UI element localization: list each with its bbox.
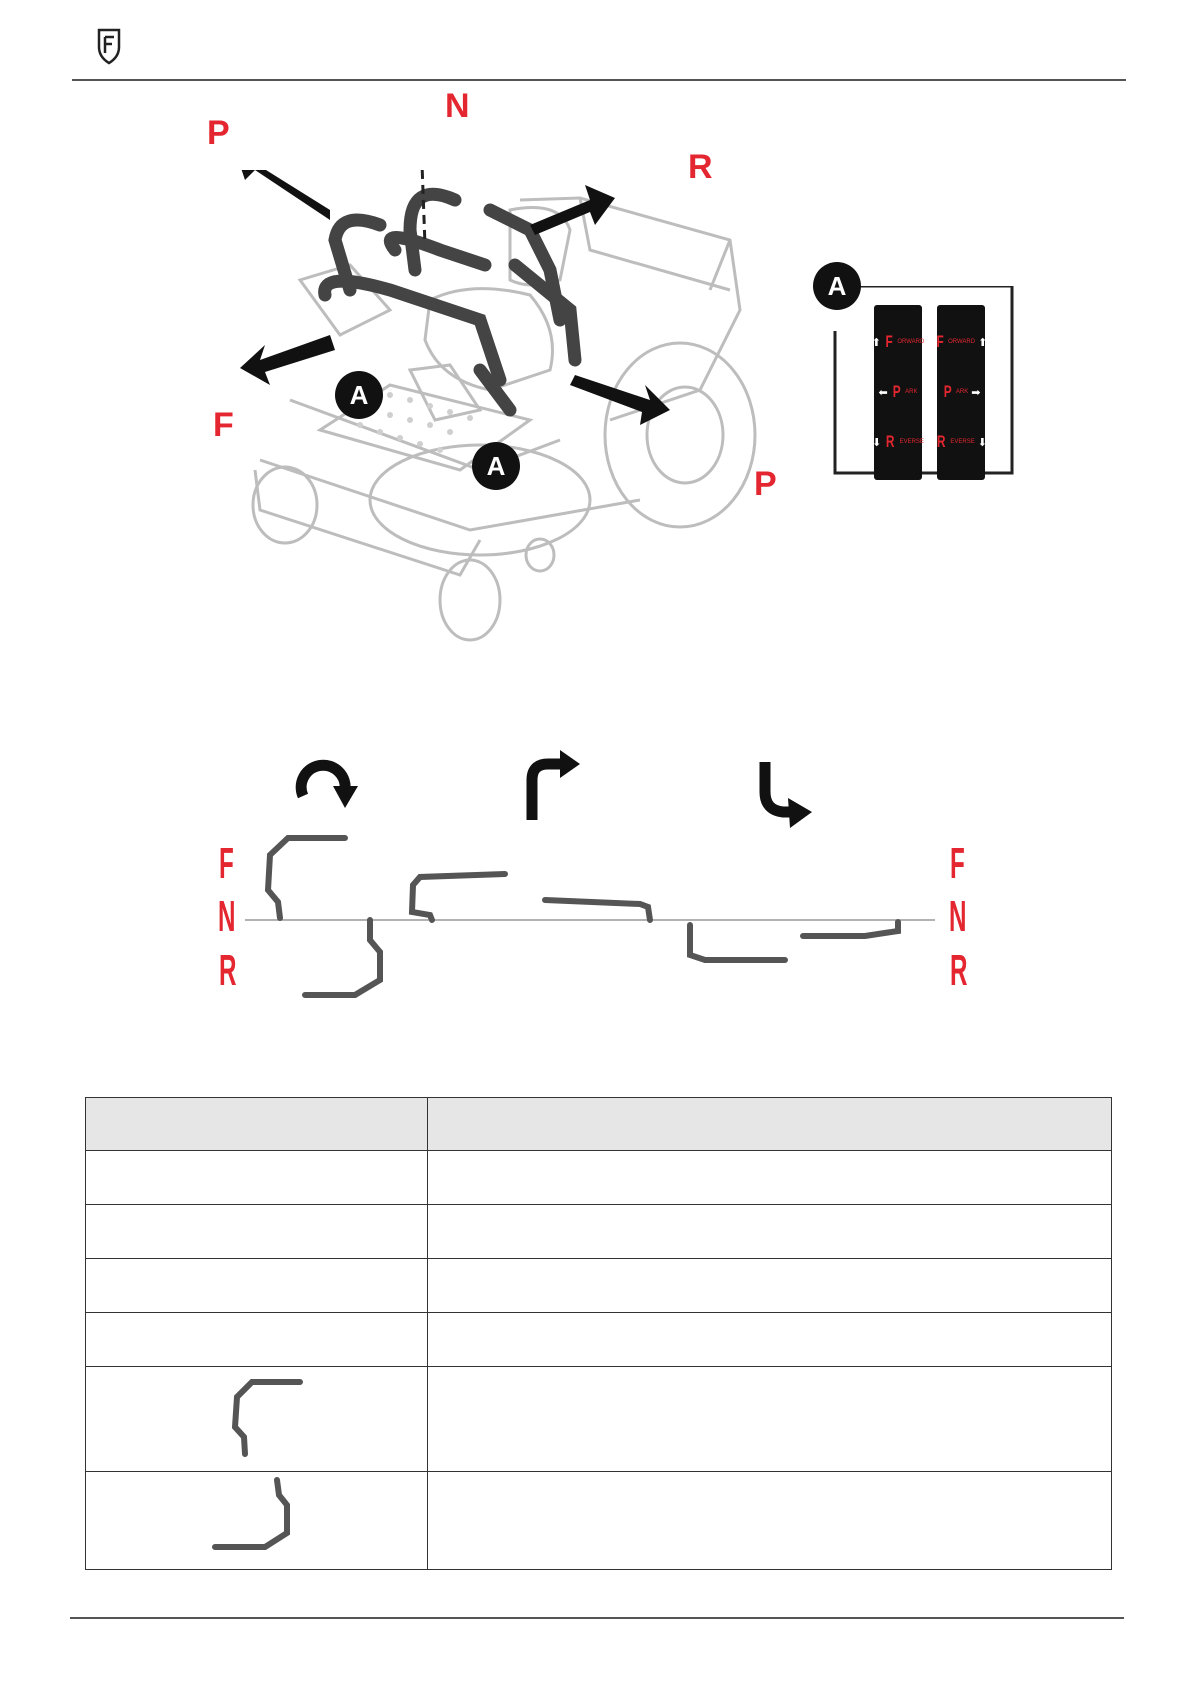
table-cell-forward-lever [86,1367,428,1472]
table-cell [428,1205,1112,1259]
decal-callout-a: A [813,262,861,310]
table-header-cell [86,1098,428,1151]
scale-left-r: R [219,946,237,995]
scale-left-n: N [218,892,236,941]
scale-right-f: F [950,839,965,888]
callout-a-left: A [335,371,383,419]
scale-right-n: N [949,892,967,941]
decal-right-strip: F ORWARD ⬆ P ARK ➡ R EVERSE ⬇ [937,305,985,480]
lever-position-table [85,1097,1112,1570]
lever-reverse-icon [207,1475,307,1561]
header-rule [72,79,1126,81]
table-row [86,1259,1112,1313]
table-row [86,1472,1112,1570]
label-forward: F [213,406,234,444]
table-cell [428,1367,1112,1472]
brand-shield-logo-icon [96,27,122,65]
table-cell [86,1313,428,1367]
table-header-row [86,1098,1112,1151]
table-header-cell [428,1098,1112,1151]
arrow-up-icon: ⬆ [871,336,881,349]
arrow-up-icon: ⬆ [978,336,988,349]
steering-lines [0,740,1190,1020]
table-cell [86,1151,428,1205]
turn-right-icon [532,750,580,820]
scale-left-f: F [219,839,234,888]
arrow-right-icon: ➡ [971,386,981,399]
label-neutral: N [445,87,470,125]
table-cell [86,1259,428,1313]
decal-frame [832,286,1017,476]
table-cell-reverse-lever [86,1472,428,1570]
table-cell [428,1151,1112,1205]
callout-a-right: A [472,442,520,490]
table-row [86,1313,1112,1367]
scale-right-r: R [950,946,968,995]
label-park-right: P [754,465,777,503]
label-park-left: P [207,114,230,152]
table-cell [428,1472,1112,1570]
label-reverse: R [688,148,713,186]
table-row [86,1151,1112,1205]
table-row [86,1367,1112,1472]
turn-left-icon [765,762,812,828]
table-cell [428,1313,1112,1367]
table-cell [428,1259,1112,1313]
table-cell [86,1205,428,1259]
arrow-down-icon: ⬇ [977,436,987,449]
arrow-left-icon: ⬅ [878,386,888,399]
table-row [86,1205,1112,1259]
mower-illustration [230,170,800,650]
lever-forward-icon [207,1372,307,1462]
arrow-down-icon: ⬇ [872,436,882,449]
footer-rule [70,1617,1124,1619]
decal-left-strip: ⬆ F ORWARD ⬅ P ARK ⬇ R EVERSE [874,305,922,480]
spin-turn-icon [301,765,358,808]
